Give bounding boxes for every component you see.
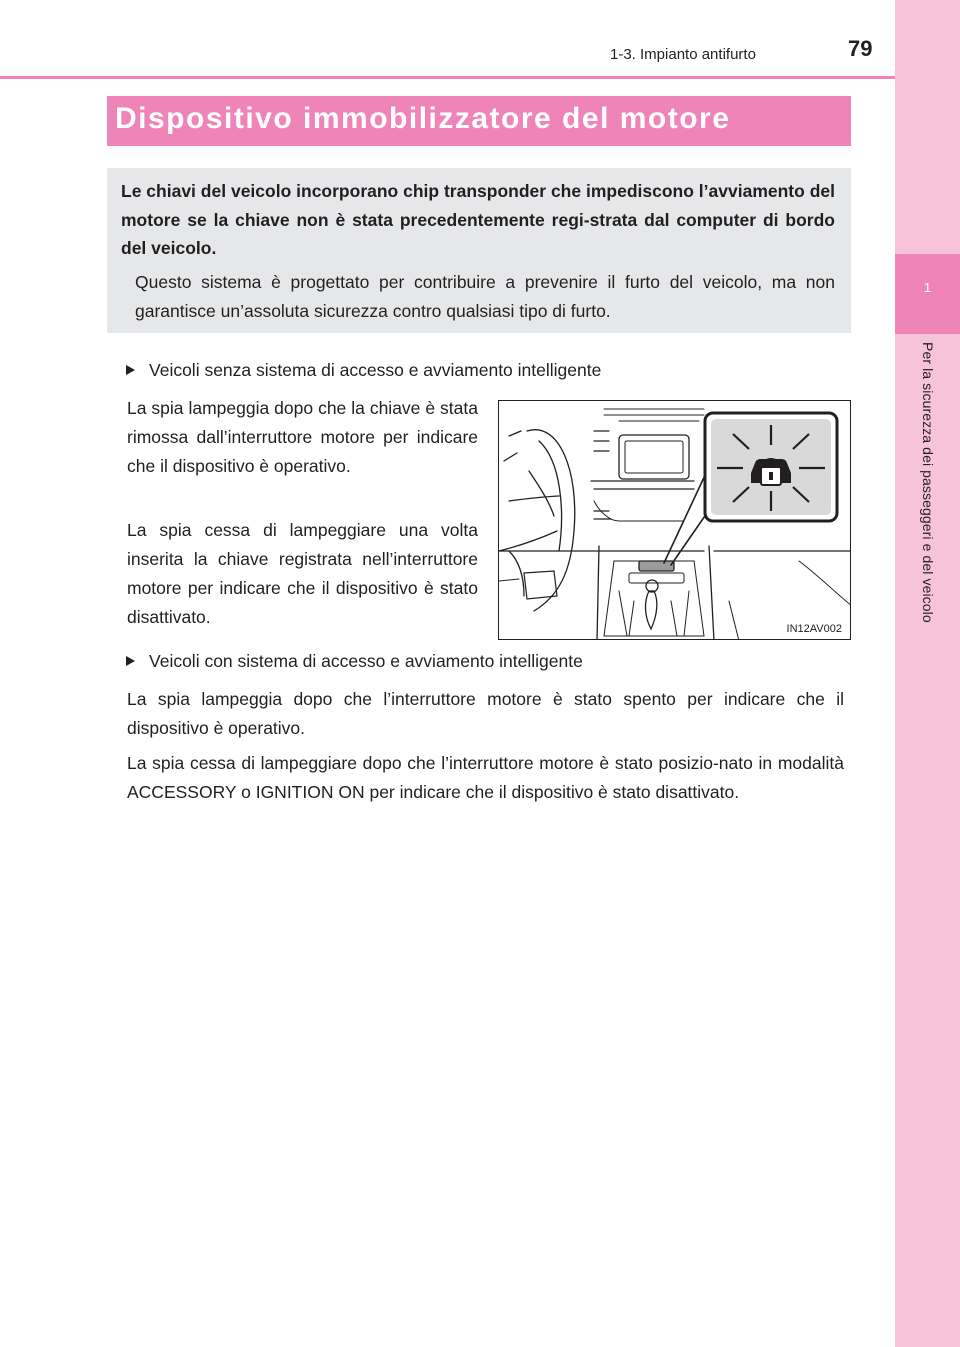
header-divider — [0, 76, 895, 79]
subsection-heading-2 — [126, 649, 583, 673]
summary-bold-text: Le chiavi del veicolo incorporano chip transponder che impediscono l’avviamento del motore se la chiave non è stata precedentemente regi-strata dal computer di bordo del veicolo. — [121, 181, 835, 258]
dashboard-illustration — [498, 400, 851, 640]
subsection-heading-1 — [126, 358, 601, 382]
subsection-2-paragraph-2: La spia cessa di lampeggiare dopo che l’interruttore motore è stato posizio-nato in modalità ACCESSORY o IGNITION ON per indicare che il dispositivo è stato disattivato. — [127, 753, 844, 802]
subsection-1-paragraph-2: La spia cessa di lampeggiare una volta inserita la chiave registrata nell’interruttore motore per indicare che il dispositivo è stato disattivato. — [127, 520, 478, 627]
immobilizer-indicator-icon — [705, 413, 837, 521]
chapter-number: 1 — [923, 280, 932, 295]
figure-code: IN12AV002 — [786, 623, 842, 635]
running-head: 1-3. Impianto antifurto — [610, 46, 756, 63]
subsection-2-paragraph-1: La spia lampeggia dopo che l’interruttore motore è stato spento per indicare che il dispositivo è operativo. — [127, 689, 844, 738]
section-title-bar — [107, 96, 851, 146]
triangle-bullet-icon — [126, 656, 135, 666]
section-title: Dispositivo immobilizzatore del motore — [115, 102, 731, 135]
chapter-tab[interactable] — [895, 254, 960, 334]
subsection-heading-2-text: Veicoli con sistema di accesso e avviamento intelligente — [149, 651, 583, 671]
subsection-1-paragraph-1: La spia lampeggia dopo che la chiave è stata rimossa dall’interruttore motore per indicare che il dispositivo è operativo. — [127, 398, 478, 476]
triangle-bullet-icon — [126, 365, 135, 375]
summary-box — [107, 168, 851, 333]
chapter-title-vertical: Per la sicurezza dei passeggeri e del veicolo — [920, 342, 936, 623]
page-number: 79 — [848, 36, 873, 61]
summary-note-text: Questo sistema è progettato per contribuire a prevenire il furto del veicolo, ma non garantisce un’assoluta sicurezza contro qualsiasi tipo di furto. — [135, 272, 835, 321]
dashboard-drawing — [499, 401, 851, 640]
subsection-heading-1-text: Veicoli senza sistema di accesso e avviamento intelligente — [149, 360, 602, 380]
